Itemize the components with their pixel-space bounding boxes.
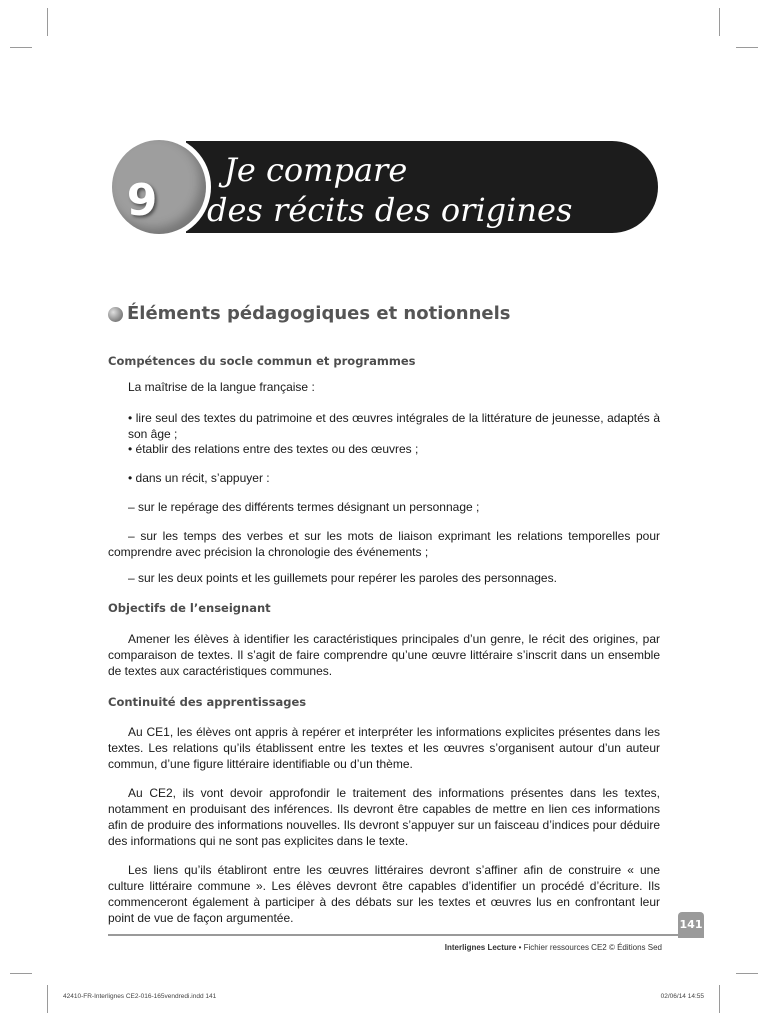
continuite-paragraph: Au CE2, ils vont devoir approfondir le traitement des informations présentes dans les textes, notamment en produisant des inférences. Ils devront être capables de mettre en lien ces informations afin de produire des informations nouvelles. Ils devront s’appuyer sur un faisceau d’indices pour déduire des informations qui ne sont pas explicites dans le texte. — [108, 786, 660, 848]
print-slug-file: 42410-FR-Interlignes CE2-016-165vendredi.indd 141 — [63, 993, 217, 1000]
competences-heading: Compétences du socle commun et programmes — [108, 354, 416, 368]
competences-item: – sur les temps des verbes et sur les mots de liaison exprimant les relations temporelles pour comprendre avec précision la chronologie des événements ; — [108, 529, 660, 559]
print-slug-date: 02/06/14 14:55 — [660, 993, 704, 1000]
crop-mark — [719, 8, 720, 36]
objectifs-heading: Objectifs de l’enseignant — [108, 601, 271, 615]
competences-item: • dans un récit, s’appuyer : — [128, 471, 270, 485]
chapter-title-line-1: Je compare — [224, 151, 408, 189]
continuite-heading: Continuité des apprentissages — [108, 695, 307, 709]
competences-item: • lire seul des textes du patrimoine et des œuvres intégrales de la littérature de jeunesse, adaptés à son âge ; — [128, 411, 660, 441]
section-bullet-icon — [108, 307, 123, 322]
competences-intro: La maîtrise de la langue française : — [128, 380, 315, 394]
crop-mark — [10, 47, 32, 48]
competences-item: – sur le repérage des différents termes désignant un personnage ; — [128, 500, 480, 514]
chapter-title-line-2: des récits des origines — [207, 191, 573, 229]
chapter-number: 9 — [126, 175, 158, 226]
section-title: Éléments pédagogiques et notionnels — [127, 303, 511, 324]
crop-mark — [736, 973, 758, 974]
crop-mark — [736, 47, 758, 48]
footer-rule — [108, 934, 680, 936]
page-number: 141 — [679, 918, 703, 931]
continuite-paragraph: Les liens qu’ils établiront entre les œuvres littéraires devront s’affiner afin de construire « une culture littéraire commune ». Les élèves devront être capables d’identifier un procédé d’écriture. Ils commenceront également à participer à des débats sur les textes et œuvres lus en confrontant leur point de vue de façon argumentée. — [108, 863, 660, 925]
crop-mark — [47, 985, 48, 1013]
footer-publisher: • Fichier ressources CE2 © Éditions Sed — [516, 943, 662, 952]
crop-mark — [719, 985, 720, 1013]
crop-mark — [10, 973, 32, 974]
competences-item: • établir des relations entre des textes ou des œuvres ; — [128, 442, 419, 456]
footer-credit — [445, 943, 662, 952]
continuite-paragraph: Au CE1, les élèves ont appris à repérer et interpréter les informations explicites présentes dans les textes. Les relations qu’ils établissent entre les textes et les œuvres s’organisent autour d’un auteur commun, d’une figure littéraire identifiable ou d’un thème. — [108, 725, 660, 771]
competences-item: – sur les deux points et les guillemets pour repérer les paroles des personnages. — [128, 571, 557, 585]
objectifs-text: Amener les élèves à identifier les caractéristiques principales d’un genre, le récit des origines, par comparaison de textes. Il s’agit de faire comprendre qu’une œuvre littéraire s’inscrit dans un ensemble de textes aux caractéristiques communes. — [108, 632, 660, 678]
footer-collection: Interlignes Lecture — [444, 943, 517, 952]
crop-mark — [47, 8, 48, 36]
